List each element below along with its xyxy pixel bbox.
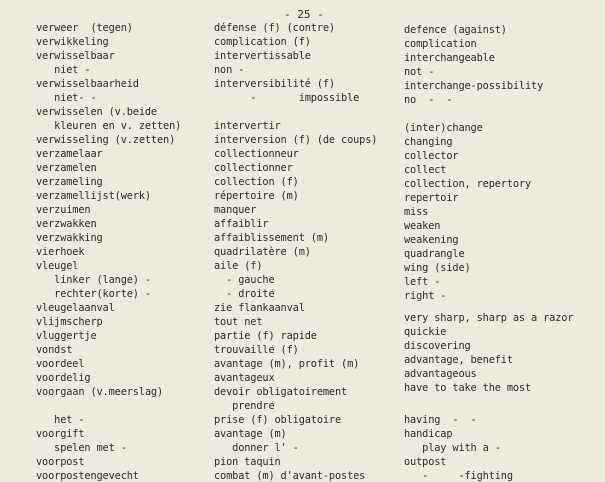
french-term: pion taquin <box>214 456 281 468</box>
dutch-term: verwisselen (v.beide <box>36 106 157 118</box>
dutch-term: verzuimen <box>36 204 91 216</box>
dutch-term: voordeel <box>36 358 85 370</box>
english-term: weaken <box>404 220 441 232</box>
french-term: aile (f) <box>214 260 263 272</box>
english-term: defence (against) <box>404 24 507 36</box>
french-term: prise (f) obligatoire <box>214 414 342 426</box>
dutch-term: verzamellijst(werk) <box>36 190 151 202</box>
english-term: quickie <box>404 326 447 338</box>
dutch-term: vleugel <box>36 260 79 272</box>
english-term: wing (side) <box>404 262 471 274</box>
english-term: right - <box>404 290 447 302</box>
english-term: - -fighting <box>404 470 513 482</box>
dutch-term: vierhoek <box>36 246 85 258</box>
dutch-term: vlijmscherp <box>36 316 103 328</box>
dutch-term: vondst <box>36 344 73 356</box>
dutch-term: spelen met - <box>36 442 127 454</box>
english-term: interchangeable <box>404 52 495 64</box>
french-term: quadrilatère (m) <box>214 246 311 258</box>
dutch-term: niet - <box>36 64 91 76</box>
english-term: play with a - <box>404 442 501 454</box>
french-term: complication (f) <box>214 36 311 48</box>
dutch-term: niet- - <box>36 92 97 104</box>
dutch-term: verzwakking <box>36 232 103 244</box>
french-term: affaiblir <box>214 218 269 230</box>
french-term: collectionner <box>214 162 293 174</box>
dutch-term: vluggertje <box>36 330 97 342</box>
french-term: collectionneur <box>214 148 299 160</box>
english-term: advantage, benefit <box>404 354 513 366</box>
dutch-term: verzamelaar <box>36 148 103 160</box>
french-term: intervertissable <box>214 50 311 62</box>
french-term: non - <box>214 64 245 76</box>
french-term: devoir obligatoirement <box>214 386 348 398</box>
french-term: - impossible <box>214 92 360 104</box>
dutch-term: kleuren en v. zetten) <box>36 120 182 132</box>
dutch-term: voorgift <box>36 428 85 440</box>
french-term: répertoire (m) <box>214 190 299 202</box>
english-term: no - - <box>404 94 453 106</box>
dutch-term: verweer (tegen) <box>36 22 133 34</box>
english-term: repertoir <box>404 192 459 204</box>
french-term: interversibilité (f) <box>214 78 335 90</box>
french-term: avantage (m), profit (m) <box>214 358 360 370</box>
french-term: tout net <box>214 316 263 328</box>
french-term: intervertir <box>214 120 281 132</box>
english-term: not - <box>404 66 435 78</box>
french-term: prendre <box>214 400 275 412</box>
french-term: donner l' - <box>214 442 299 454</box>
dutch-term: linker (lange) - <box>36 274 151 286</box>
english-term: advantageous <box>404 368 477 380</box>
english-term: complication <box>404 38 477 50</box>
english-term: (inter)change <box>404 122 483 134</box>
dutch-term: voorpost <box>36 456 85 468</box>
english-term: having - - <box>404 414 477 426</box>
dutch-term: vleugelaanval <box>36 302 115 314</box>
dutch-term: verwisseling (v.zetten) <box>36 134 176 146</box>
dutch-term: verzwakken <box>36 218 97 230</box>
english-term: miss <box>404 206 429 218</box>
dutch-term: verzamelen <box>36 162 97 174</box>
french-term: défense (f) (contre) <box>214 22 335 34</box>
french-term: manquer <box>214 204 257 216</box>
page-number: - 25 - <box>284 8 324 21</box>
french-term: interversion (f) (de coups) <box>214 134 378 146</box>
french-term: affaiblissement (m) <box>214 232 329 244</box>
english-term: quadrangle <box>404 248 465 260</box>
english-term: have to take the most <box>404 382 532 394</box>
dutch-term: het - <box>36 414 85 426</box>
dutch-term: voordelig <box>36 372 91 384</box>
english-term: left - <box>404 276 441 288</box>
english-term: collector <box>404 150 459 162</box>
french-term: collection (f) <box>214 176 299 188</box>
dutch-term: verwisselbaarheid <box>36 78 139 90</box>
dutch-term: verzameling <box>36 176 103 188</box>
dutch-term: rechter(korte) - <box>36 288 151 300</box>
dutch-term: verwikkeling <box>36 36 109 48</box>
english-term: outpost <box>404 456 447 468</box>
english-term: collect <box>404 164 447 176</box>
french-term: partie (f) rapide <box>214 330 317 342</box>
french-term: avantage (m) <box>214 428 287 440</box>
french-term: zie flankaanval <box>214 302 305 314</box>
english-term: very sharp, sharp as a razor <box>404 312 574 324</box>
french-term: - droite <box>214 288 275 300</box>
english-term: handicap <box>404 428 453 440</box>
french-term: combat (m) d'avant-postes <box>214 470 366 482</box>
french-term: - gauche <box>214 274 275 286</box>
dutch-term: voorgaan (v.meerslag) <box>36 386 164 398</box>
english-term: discovering <box>404 340 471 352</box>
english-term: changing <box>404 136 453 148</box>
english-term: weakening <box>404 234 459 246</box>
english-term: collection, repertory <box>404 178 532 190</box>
french-term: avantageux <box>214 372 275 384</box>
dutch-term: verwisselbaar <box>36 50 115 62</box>
dutch-term: voorpostengevecht <box>36 470 139 482</box>
english-term: interchange-possibility <box>404 80 544 92</box>
french-term: trouvaille (f) <box>214 344 299 356</box>
